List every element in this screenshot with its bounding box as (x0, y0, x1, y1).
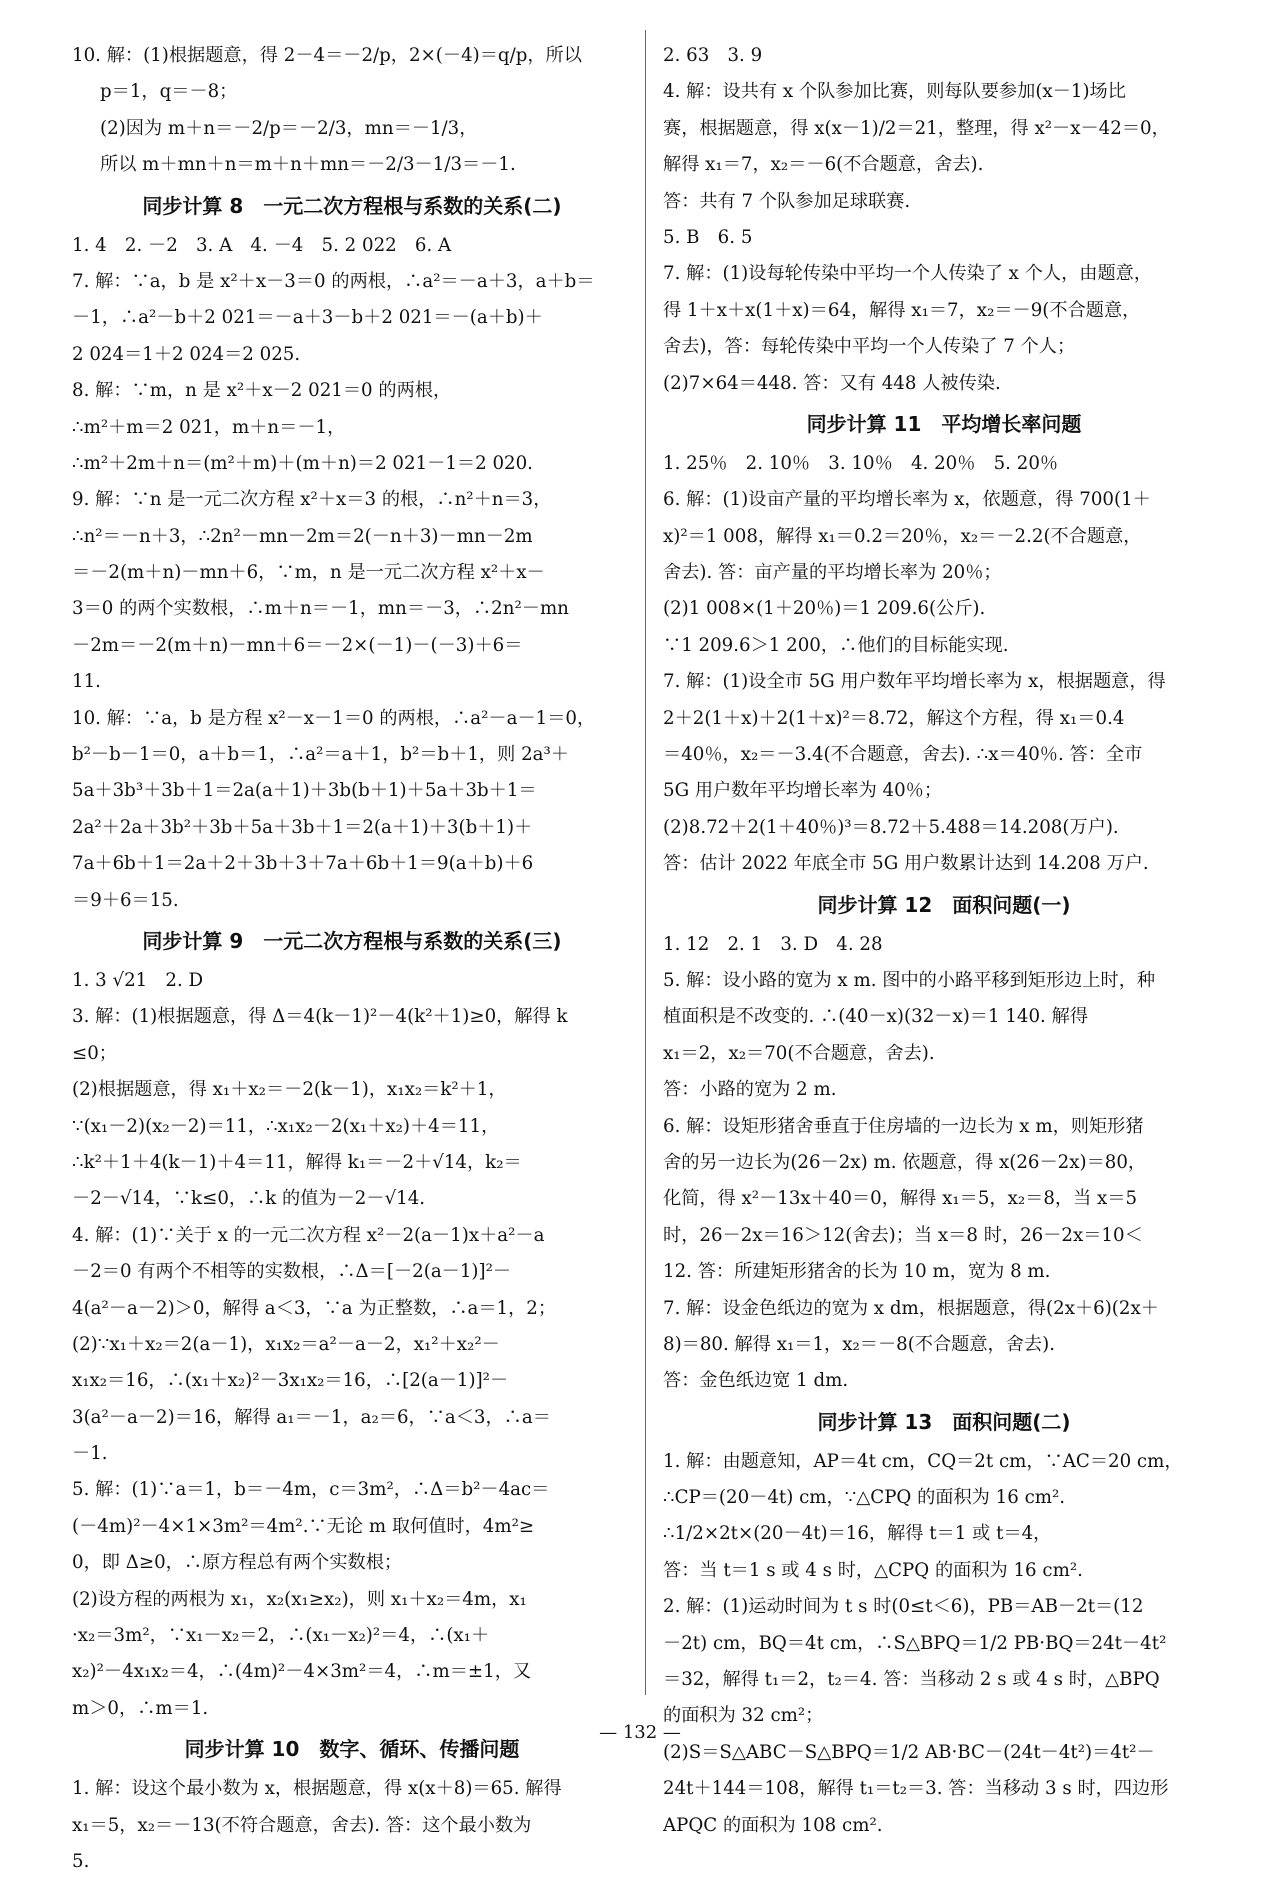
text-line: m＞0，∴m＝1. (72, 1697, 209, 1719)
text-line: x₁x₂＝16，∴(x₁＋x₂)²－3x₁x₂＝16，∴[2(a－1)]²－ (72, 1370, 509, 1392)
text-line: 8. 解：∵m，n 是 x²＋x－2 021＝0 的两根， (72, 380, 452, 402)
text-line: 12. 答：所建矩形猪舍的长为 10 m，宽为 8 m. (663, 1261, 1051, 1283)
text-line: 1. 3 √21 2. D (72, 969, 204, 991)
text-line: 所以 m＋mn＋n＝m＋n＋mn＝－2/3－1/3＝－1. (100, 154, 516, 176)
text-line: 1. 解：设这个最小数为 x，根据题意，得 x(x＋8)＝65. 解得 (72, 1778, 562, 1800)
text-line: b²－b－1＝0，a＋b＝1，∴a²＝a＋1，b²＝b＋1，则 2a³＋ (72, 744, 569, 766)
text-line: 8)＝80. 解得 x₁＝1，x₂＝－8(不合题意，舍去). (663, 1333, 1055, 1355)
text-line: 答：当 t＝1 s 或 4 s 时，△CPQ 的面积为 16 cm². (663, 1559, 1083, 1581)
text-line: (2)S＝S△ABC－S△BPQ＝1/2 AB·BC－(24t－4t²)＝4t²－ (663, 1741, 1155, 1763)
left-column (72, 38, 632, 1880)
text-line: 5. B 6. 5 (663, 226, 753, 248)
text-line: 答：小路的宽为 2 m. (663, 1079, 837, 1101)
text-line: x₁＝5，x₂＝－13(不符合题意，舍去). 答：这个最小数为 (72, 1814, 532, 1836)
text-line: (2)根据题意，得 x₁＋x₂＝－2(k－1)，x₁x₂＝k²＋1， (72, 1079, 507, 1101)
section-heading: 同步计算 8 一元二次方程根与系数的关系(二) (142, 193, 562, 218)
text-line: ∴1/2×2t×(20－4t)＝16，解得 t＝1 或 t＝4， (663, 1523, 1052, 1545)
text-line: －1. (72, 1443, 108, 1465)
text-line: 4. 解：设共有 x 个队参加比赛，则每队要参加(x－1)场比 (663, 81, 1126, 103)
text-line: 10. 解：(1)根据题意，得 2－4＝－2/p，2×(－4)＝q/p，所以 (72, 45, 582, 66)
text-line: 时，26－2x＝16＞12(舍去)；当 x＝8 时，26－2x＝10＜ (663, 1224, 1143, 1246)
text-line: 2＋2(1＋x)＋2(1＋x)²＝8.72，解这个方程，得 x₁＝0.4 (663, 707, 1125, 729)
text-line: 0，即 Δ≥0，∴原方程总有两个实数根； (72, 1552, 403, 1574)
text-line: 的面积为 32 cm²； (663, 1705, 824, 1727)
text-line: －2－√14，∵k≤0，∴k 的值为－2－√14. (72, 1188, 426, 1210)
text-line: ∴m²＋2m＋n＝(m²＋m)＋(m＋n)＝2 021－1＝2 020. (72, 452, 533, 474)
text-line: 2. 63 3. 9 (663, 45, 763, 66)
text-line: (2)设方程的两根为 x₁，x₂(x₁≥x₂)，则 x₁＋x₂＝4m，x₁ (72, 1588, 527, 1610)
text-line: 植面积是不改变的. ∴(40－x)(32－x)＝1 140. 解得 (663, 1006, 1089, 1028)
text-line: ＝32，解得 t₁＝2，t₂＝4. 答：当移动 2 s 或 4 s 时，△BPQ (663, 1669, 1160, 1691)
text-line: 2 024＝1＋2 024＝2 025. (72, 343, 301, 365)
text-line: 5. (72, 1850, 90, 1872)
text-line: ∴m²＋m＝2 021，m＋n＝－1， (72, 416, 346, 438)
section-heading: 同步计算 12 面积问题(一) (817, 892, 1071, 917)
page-number: — 132 — (599, 1722, 681, 1743)
text-line: 7. 解：∵a，b 是 x²＋x－3＝0 的两根，∴a²＝－a＋3，a＋b＝ (72, 270, 595, 292)
right-column (663, 38, 1225, 1844)
text-line: x)²＝1 008，解得 x₁＝0.2＝20％，x₂＝－2.2(不合题意， (663, 525, 1142, 547)
section-heading: 同步计算 9 一元二次方程根与系数的关系(三) (142, 928, 562, 953)
text-line: ∴k²＋1＋4(k－1)＋4＝11，解得 k₁＝－2＋√14，k₂＝ (72, 1151, 522, 1173)
text-line: ≤0； (72, 1042, 117, 1064)
text-line: 化简，得 x²－13x＋40＝0，解得 x₁＝5，x₂＝8，当 x＝5 (663, 1188, 1138, 1210)
text-line: 舍去)，答：每轮传染中平均一个人传染了 7 个人； (663, 336, 1076, 358)
text-line: 5. 解：设小路的宽为 x m. 图中的小路平移到矩形边上时，种 (663, 969, 1156, 991)
text-line: 5a＋3b³＋3b＋1＝2a(a＋1)＋3b(b＋1)＋5a＋3b＋1＝ (72, 780, 537, 802)
text-line: 6. 解：(1)设亩产量的平均增长率为 x，依题意，得 700(1＋ (663, 489, 1151, 511)
text-line: 3(a²－a－2)＝16，解得 a₁＝－1，a₂＝6，∵a＜3，∴a＝ (72, 1406, 551, 1428)
column-divider (645, 30, 646, 1695)
text-line: 10. 解：∵a，b 是方程 x²－x－1＝0 的两根，∴a²－a－1＝0， (72, 707, 596, 729)
text-line: ∵(x₁－2)(x₂－2)＝11，∴x₁x₂－2(x₁＋x₂)＋4＝11， (72, 1115, 500, 1137)
text-line: 7. 解：(1)设每轮传染中平均一个人传染了 x 个人，由题意， (663, 263, 1153, 285)
text-line: 答：金色纸边宽 1 dm. (663, 1370, 849, 1392)
text-line: 1. 12 2. 1 3. D 4. 28 (663, 933, 883, 955)
text-line: (2)∵x₁＋x₂＝2(a－1)，x₁x₂＝a²－a－2，x₁²＋x₂²－ (72, 1333, 500, 1355)
text-line: 5. 解：(1)∵a＝1，b＝－4m，c＝3m²，∴Δ＝b²－4ac＝ (72, 1479, 550, 1501)
text-line: (2)因为 m＋n＝－2/p＝－2/3，mn＝－1/3， (100, 117, 478, 139)
section-heading: 同步计算 11 平均增长率问题 (806, 411, 1082, 436)
text-line: 24t＋144＝108，解得 t₁＝t₂＝3. 答：当移动 3 s 时，四边形 (663, 1778, 1169, 1800)
text-line: 答：共有 7 个队参加足球联赛. (663, 190, 911, 212)
text-line: ∴CP＝(20－4t) cm，∵△CPQ 的面积为 16 cm². (663, 1487, 1066, 1509)
text-line: 4(a²－a－2)＞0，解得 a＜3，∵a 为正整数，∴a＝1，2； (72, 1297, 557, 1319)
text-line: (2)7×64＝448. 答：又有 448 人被传染. (663, 372, 1001, 394)
text-line: 5G 用户数年平均增长率为 40％； (663, 780, 943, 802)
text-line: －2m＝－2(m＋n)－mn＋6＝－2×(－1)－(－3)＋6＝ (72, 634, 523, 656)
text-line: (－4m)²－4×1×3m²＝4m².∵无论 m 取何值时，4m²≥ (72, 1515, 535, 1537)
text-line: ＝40％，x₂＝－3.4(不合题意，舍去). ∴x＝40％. 答：全市 (663, 744, 1143, 766)
text-line: 7a＋6b＋1＝2a＋2＋3b＋3＋7a＋6b＋1＝9(a＋b)＋6 (72, 853, 534, 875)
text-line: ·x₂＝3m²，∵x₁－x₂＝2，∴(x₁－x₂)²＝4，∴(x₁＋ (72, 1625, 490, 1647)
text-line: 2a²＋2a＋3b²＋3b＋5a＋3b＋1＝2(a＋1)＋3(b＋1)＋ (72, 816, 533, 838)
text-line: 3. 解：(1)根据题意，得 Δ＝4(k－1)²－4(k²＋1)≥0，解得 k (72, 1006, 568, 1028)
text-line: 解得 x₁＝7，x₂＝－6(不合题意，舍去). (663, 154, 984, 176)
text-line: －2＝0 有两个不相等的实数根，∴Δ＝[－2(a－1)]²－ (72, 1261, 512, 1283)
text-line: (2)8.72＋2(1＋40％)³＝8.72＋5.488＝14.208(万户). (663, 816, 1119, 838)
text-line: 得 1＋x＋x(1＋x)＝64，解得 x₁＝7，x₂＝－9(不合题意， (663, 299, 1141, 321)
section-heading: 同步计算 13 面积问题(二) (817, 1409, 1071, 1434)
text-line: 7. 解：(1)设全市 5G 用户数年平均增长率为 x，根据题意，得 (663, 671, 1166, 693)
text-line: APQC 的面积为 108 cm². (663, 1814, 883, 1836)
text-line: p＝1，q＝－8； (100, 81, 238, 103)
text-line: 11. (72, 671, 101, 693)
text-line: 舍去). 答：亩产量的平均增长率为 20％； (663, 562, 1002, 584)
text-line: ∴n²＝－n＋3，∴2n²－mn－2m＝2(－n＋3)－mn－2m (72, 525, 533, 547)
text-line: 舍的另一边长为(26－2x) m. 依题意，得 x(26－2x)＝80， (663, 1151, 1147, 1173)
text-line: ＝－2(m＋n)－mn＋6，∵m，n 是一元二次方程 x²＋x－ (72, 562, 545, 584)
text-line: 答：估计 2022 年底全市 5G 用户数累计达到 14.208 万户. (663, 853, 1149, 875)
text-line: ＝9＋6＝15. (72, 889, 179, 911)
text-line: x₁＝2，x₂＝70(不合题意，舍去). (663, 1042, 935, 1064)
text-line: 1. 4 2. －2 3. A 4. －4 5. 2 022 6. A (72, 234, 452, 256)
text-line: x₂)²－4x₁x₂＝4，∴(4m)²－4×3m²＝4，∴m＝±1，又 (72, 1661, 532, 1683)
text-line: －2t) cm，BQ＝4t cm，∴S△BPQ＝1/2 PB·BQ＝24t－4t² (663, 1632, 1167, 1654)
text-line: ∵1 209.6＞1 200，∴他们的目标能实现. (663, 634, 1009, 656)
section-heading: 同步计算 10 数字、循环、传播问题 (184, 1737, 520, 1762)
text-line: 6. 解：设矩形猪舍垂直于住房墙的一边长为 x m，则矩形猪 (663, 1115, 1144, 1137)
text-line: 9. 解：∵n 是一元二次方程 x²＋x＝3 的根，∴n²＋n＝3， (72, 489, 552, 511)
text-line: 1. 25％ 2. 10％ 3. 10％ 4. 20％ 5. 20％ (663, 452, 1059, 474)
text-line: 4. 解：(1)∵关于 x 的一元二次方程 x²－2(a－1)x＋a²－a (72, 1224, 545, 1246)
text-line: (2)1 008×(1＋20％)＝1 209.6(公斤). (663, 598, 986, 620)
text-line: 赛，根据题意，得 x(x－1)/2＝21，整理，得 x²－x－42＝0， (663, 117, 1170, 139)
text-line: 3＝0 的两个实数根，∴m＋n＝－1，mn＝－3，∴2n²－mn (72, 598, 569, 620)
text-line: 1. 解：由题意知，AP＝4t cm，CQ＝2t cm，∵AC＝20 cm， (663, 1450, 1183, 1472)
text-line: 2. 解：(1)运动时间为 t s 时(0≤t＜6)，PB＝AB－2t＝(12 (663, 1596, 1144, 1618)
text-line: －1，∴a²－b＋2 021＝－a＋3－b＋2 021＝－(a＋b)＋ (72, 307, 543, 329)
text-line: 7. 解：设金色纸边的宽为 x dm，根据题意，得(2x＋6)(2x＋ (663, 1297, 1159, 1319)
